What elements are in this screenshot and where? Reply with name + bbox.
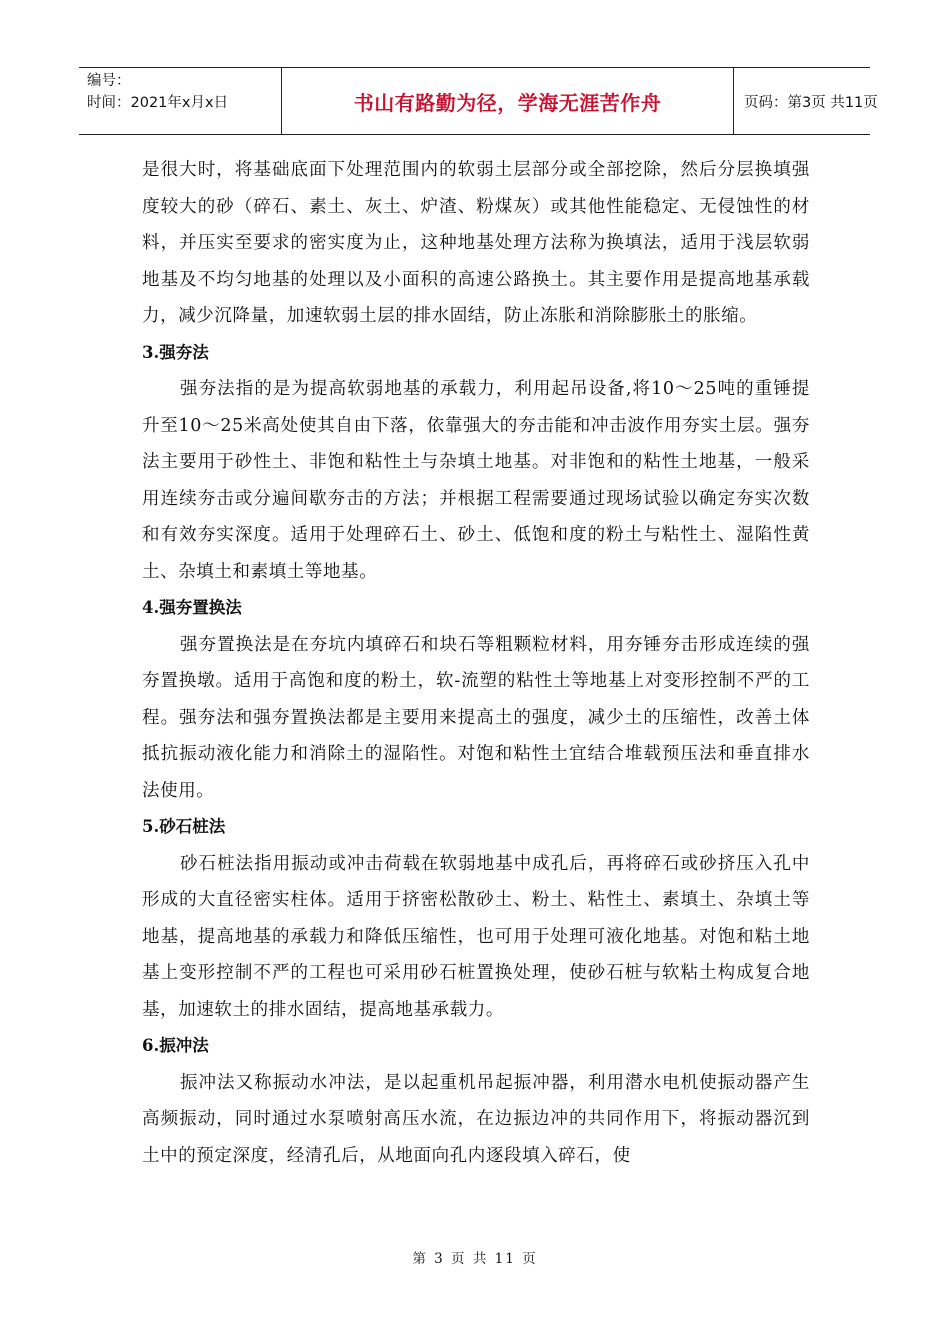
header-meta bbox=[79, 68, 281, 134]
document-body bbox=[142, 152, 810, 1174]
paragraph-vibroflotation: 振冲法又称振动水冲法，是以起重机吊起振冲器，利用潜水电机使振动器产生高频振动，同时通过水泵喷射高压水流，在边振边冲的共同作用下，将振动器沉到土中的预定深度，经清孔后，从地面向孔内逐段填入碎石，使 bbox=[142, 1072, 810, 1166]
header-motto: 书山有路勤为径，学海无涯苦作舟 bbox=[353, 90, 662, 115]
page-footer: 第 3 页 共 11 页 bbox=[412, 1251, 538, 1267]
paragraph-replacement-method: 是很大时，将基础底面下处理范围内的软弱土层部分或全部挖除，然后分层换填强度较大的砂（碎石、素土、灰土、炉渣、粉煤灰）或其他性能稳定、无侵蚀性的材料，并压实至要求的密实度为止，这种地基处理方法称为换填法，适用于浅层软弱地基及不均匀地基的处理以及小面积的高速公路换土。其主要作用是提高地基承载力，减少沉降量，加速软弱土层的排水固结，防止冻胀和消除膨胀土的胀缩。 bbox=[142, 160, 810, 326]
section-heading-vibroflotation: 6.振冲法 bbox=[142, 1036, 209, 1055]
paragraph-sand-gravel-pile: 砂石桩法指用振动或冲击荷载在软弱地基中成孔后，再将碎石或砂挤压入孔中形成的大直径密实柱体。适用于挤密松散砂土、粉土、粘性土、素填土、杂填土等地基，提高地基的承载力和降低压缩性，也可用于处理可液化地基。对饱和粘土地基上变形控制不严的工程也可采用砂石桩置换处理，使砂石桩与软粘土构成复合地基，加速软土的排水固结，提高地基承载力。 bbox=[142, 853, 810, 1020]
header-page-code: 页码：第3页 共11页 bbox=[744, 94, 878, 111]
document-time-label: 时间：2021年x月x日 bbox=[87, 95, 229, 111]
page-header bbox=[79, 67, 878, 135]
section-heading-sand-gravel-pile: 5.砂石桩法 bbox=[142, 817, 226, 836]
header-motto-cell bbox=[281, 68, 734, 134]
section-heading-dynamic-compaction: 3.强夯法 bbox=[142, 342, 209, 362]
paragraph-dynamic-replacement: 强夯置换法是在夯坑内填碎石和块石等粗颗粒材料，用夯锤夯击形成连续的强夯置换墩。适用于高饱和度的粉土，软-流塑的粘性土等地基上对变形控制不严的工程。强夯法和强夯置换法都是主要用来提高土的强度，减少土的压缩性，改善土体抵抗振动液化能力和消除土的湿陷性。对饱和粘性土宜结合堆载预压法和垂直排水法使用。 bbox=[142, 634, 810, 801]
section-heading-dynamic-replacement: 4.强夯置换法 bbox=[142, 598, 242, 617]
document-number-label: 编号： bbox=[87, 73, 131, 89]
paragraph-dynamic-compaction: 强夯法指的是为提高软弱地基的承载力，利用起吊设备,将10～25吨的重锤提升至10～25米高处使其自由下落，依靠强大的夯击能和冲击波作用夯实土层。强夯法主要用于砂性土、非饱和粘性土与杂填土地基。对非饱和的粘性土地基，一般采用连续夯击或分遍间歇夯击的方法；并根据工程需要通过现场试验以确定夯实次数和有效夯实深度。适用于处理碎石土、砂土、低饱和度的粉土与粘性土、湿陷性黄土、杂填土和素填土等地基。 bbox=[142, 379, 810, 582]
